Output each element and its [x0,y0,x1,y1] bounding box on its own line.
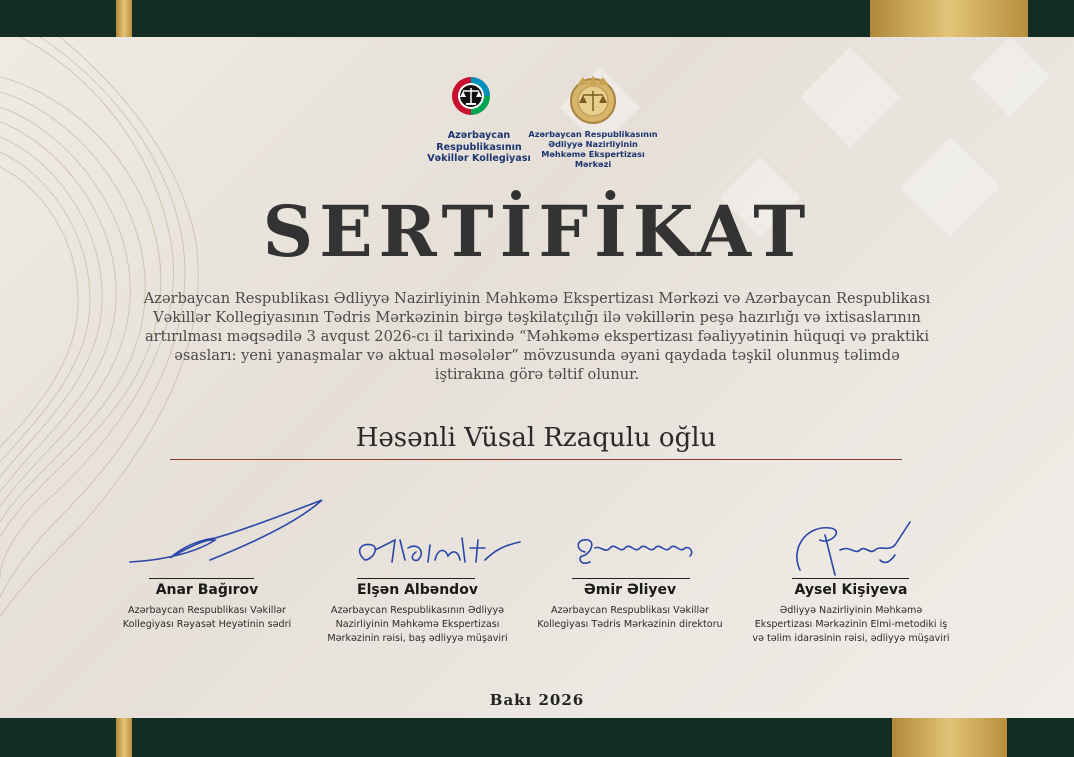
bar-association-emblem-icon [451,74,491,120]
logo-line: Məhkəmə Ekspertizası [541,148,645,159]
signature-line [792,578,909,579]
role-line: Azərbaycan Respublikası Vəkillər [551,605,709,616]
signatory-anar [102,582,312,632]
recipient-name: Həsənli Vüsal Rzaqulu oğlu [355,423,717,453]
signatory-role [310,604,525,646]
role-line: Ekspertizası Mərkəzinin Elmi-metodiki iş [754,619,948,630]
signatory-role [530,604,730,632]
signature-anar [130,500,322,562]
signatory-role [740,604,962,646]
gold-accent [116,718,132,757]
signature-line [572,578,690,579]
logo-line: Azərbaycan [447,130,511,141]
role-line: Azərbaycan Respublikası Vəkillər [128,605,286,616]
bar-association-logo-text [420,130,538,165]
signatory-elshen [310,582,525,646]
signatory-name: Əmir Əliyev [583,582,677,598]
logo-line: Mərkəzi [574,158,612,169]
signature-line [357,578,475,579]
description-line: artırılması məqsədilə 3 avqust 2026-cı il tarixində “Məhkəmə ekspertizası fəaliyyətinin hüquqi və praktiki [144,328,930,345]
logo-line: Respublikasının [436,141,522,153]
description-line: əsasları: yeni yanaşmalar və aktual məsələlər” mövzusunda əyani qaydada təşkil olunmuş təlimdə [174,347,900,364]
recipient-underline [170,459,902,460]
logo-line: Azərbaycan Respublikasının [528,129,658,139]
role-line: Mərkəzinin rəisi, baş ədliyyə müşaviri [327,633,508,644]
logo-line: Ədliyyə Nazirliyinin [548,138,638,149]
signatory-role [102,604,312,632]
description-line: iştirakına görə təltif olunur. [434,366,640,383]
place-date: Bakı 2026 [489,691,585,709]
role-line: Azərbaycan Respublikasının Ədliyyə [330,605,505,616]
signatory-aysel [740,582,962,646]
gold-accent [116,0,132,37]
certificate-description [28,289,1046,384]
certificate-title: SERTİFİKAT [262,190,812,273]
role-line: Nazirliyinin Məhkəmə Ekspertizası [335,619,500,630]
role-line: və təlim idarəsinin rəisi, ədliyyə müşaviri [752,633,950,644]
role-line: Kollegiyası Tədris Mərkəzinin direktoru [537,619,723,630]
signature-line [149,578,254,579]
gold-accent [892,718,1007,757]
signatory-name: Elşən Albəndov [357,582,478,598]
signatory-name: Aysel Kişiyeva [794,582,908,598]
description-line: Azərbaycan Respublikası Ədliyyə Nazirliyinin Məhkəmə Ekspertizası Mərkəzi və Azərbaycan Respublikası [143,290,931,307]
role-line: Ədliyyə Nazirliyinin Məhkəmə [779,605,923,616]
description-line: Vəkillər Kollegiyasının Tədris Mərkəzinin birgə təşkilatçılığı ilə vəkillərin peşə hazırlığı və ixtisaslarının [153,309,921,326]
forensic-center-logo-text [522,130,664,169]
role-line: Kollegiyası Rəyasət Heyətinin sədri [122,619,292,630]
forensic-center-emblem-icon [567,73,619,125]
logo-line: Vəkillər Kollegiyası [427,153,531,164]
signatory-amir [530,582,730,632]
signatory-name: Anar Bağırov [155,582,259,598]
gold-accent [870,0,1028,37]
